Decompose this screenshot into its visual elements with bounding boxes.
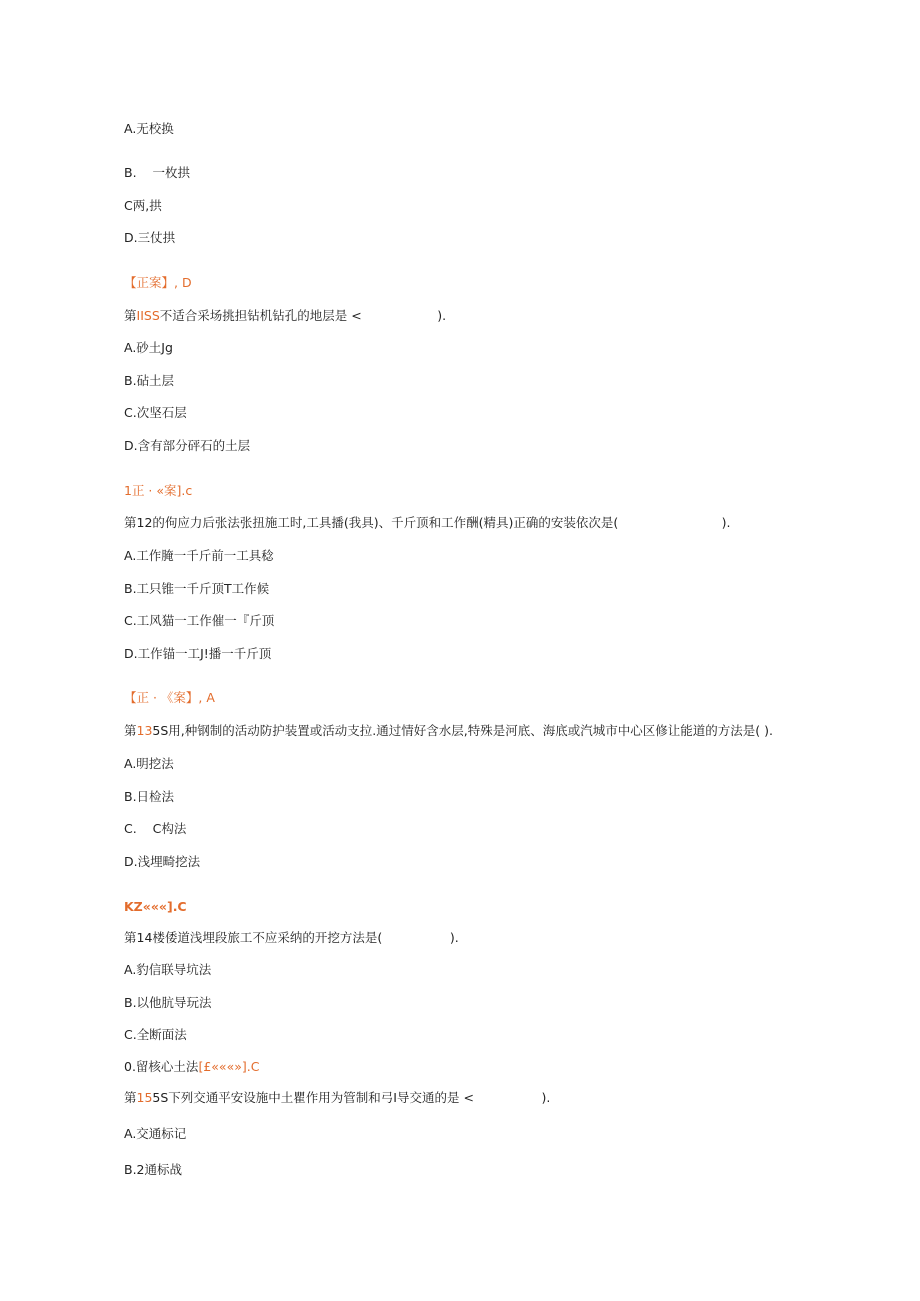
question-text: 第IISS不适合采场挑担钻机钻孔的地层是 < ). [124,308,447,323]
option-d: D.浅埋畸挖法 [124,854,201,869]
option-c: C两,拱 [124,198,162,213]
option-a: A.交通标记 [124,1126,187,1141]
option-c: C.次坚石层 [124,405,187,420]
answer-line: 【正案】, D [124,275,192,290]
option-d: D.三仗拱 [124,230,176,245]
option-b: B. 一枚拱 [124,165,190,180]
answer-line: KZ«««].C [124,899,187,914]
option-b: B.以他肮导玩法 [124,995,212,1010]
option-a: A.工作腌一千斤前一工具稔 [124,548,274,563]
question-text: 第135S用,种钢制的活动防护装置或活动支拉.通过情好含水层,特殊是河底、海底或汽城市中心区修让能道的方法是( ). [124,723,773,738]
option-b: B.工只锥一千斤顶T工作候 [124,581,270,596]
option-b: B.日检法 [124,789,175,804]
answer-line: 1正 · «案].c [124,483,193,498]
question-text: 第12的佝应力后张法张扭施工时,工具播(我具)、千斤顶和工作酬(精具)正确的安装依次是( ). [124,515,731,530]
option-d: 0.留核心土法[£«««»].C [124,1059,260,1074]
option-c: C.工风猫一工作催一『斤顶 [124,613,275,628]
option-d: D.含有部分砰石的土层 [124,438,251,453]
question-text: 第155S下列交通平安设施中土瞿作用为管制和弓I导交通的是 < ). [124,1090,551,1105]
option-a: A.砂土Jg [124,340,173,355]
option-a: A.无校换 [124,121,174,136]
option-c: C.全断面法 [124,1027,187,1042]
option-b: B.砧土层 [124,373,175,388]
option-a: A.豹信联导坑法 [124,962,212,977]
answer-inline: [£«««»].C [198,1059,260,1074]
option-b: B.2通标战 [124,1162,183,1177]
option-a: A.明挖法 [124,756,174,771]
answer-line: 【正 · 《案】, A [124,690,215,705]
option-d: D.工作锚一工J!播一千斤顶 [124,646,272,661]
question-text: 第14楼倭道浅埋段旅工不应采纳的开挖方法是( ). [124,930,459,945]
option-c: C. C构法 [124,821,187,836]
